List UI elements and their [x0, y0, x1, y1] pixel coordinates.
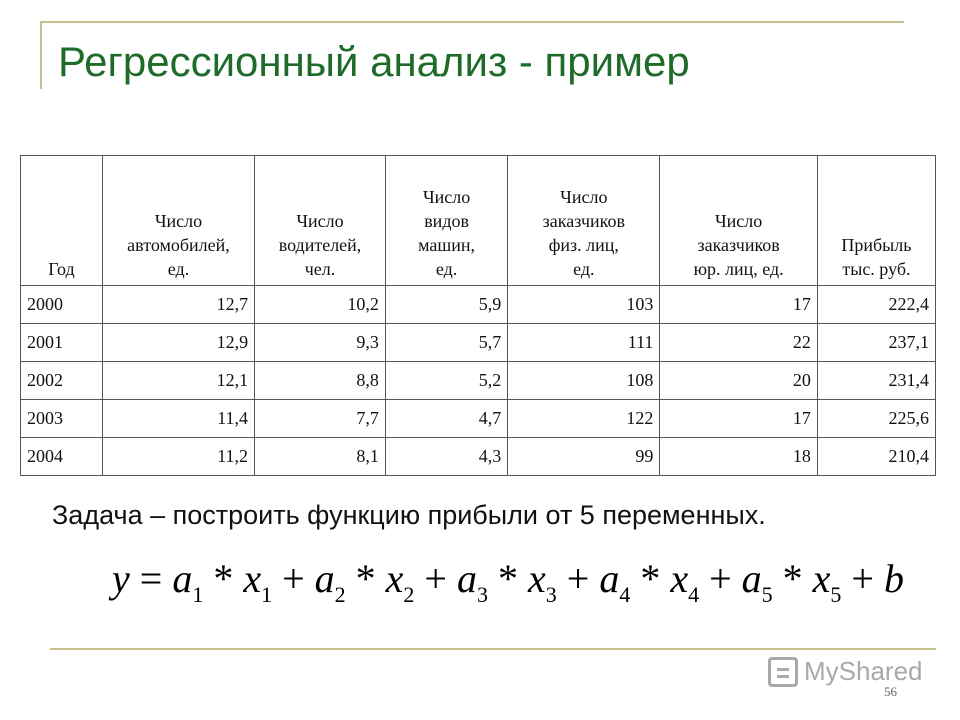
table-row — [21, 438, 936, 476]
cell-drivers: 9,3 — [255, 324, 386, 362]
cell-cars: 12,7 — [102, 286, 254, 324]
header-legal-customers: Число заказчиков юр. лиц, ед. — [660, 156, 817, 286]
formula-x: x — [670, 556, 689, 601]
header-profit: Прибыль тыс. руб. — [817, 156, 935, 286]
formula-equals: = — [139, 556, 163, 601]
cell-machine-types: 5,9 — [385, 286, 507, 324]
cell-machine-types: 5,2 — [385, 362, 507, 400]
formula-index: 5 — [830, 582, 842, 607]
formula-index: 2 — [403, 582, 415, 607]
formula-index: 1 — [192, 582, 204, 607]
table-row — [21, 400, 936, 438]
cell-year: 2003 — [21, 400, 103, 438]
watermark-text: MyShared — [804, 656, 923, 686]
cell-cars: 12,1 — [102, 362, 254, 400]
formula-index: 2 — [334, 582, 346, 607]
cell-individual-customers: 103 — [508, 286, 660, 324]
task-statement: Задача – построить функцию прибыли от 5 переменных. — [52, 500, 766, 530]
formula-a: a — [314, 556, 335, 601]
table-row — [21, 362, 936, 400]
formula-x: x — [812, 556, 831, 601]
header-drivers: Число водителей, чел. — [255, 156, 386, 286]
formula-a: a — [172, 556, 193, 601]
cell-profit: 225,6 — [817, 400, 935, 438]
formula-multiply: * — [640, 556, 661, 601]
cell-cars: 12,9 — [102, 324, 254, 362]
cell-year: 2000 — [21, 286, 103, 324]
page-number: 56 — [884, 684, 897, 699]
formula-a: a — [741, 556, 762, 601]
watermark-logo-icon — [768, 657, 798, 687]
formula-plus: + — [851, 556, 874, 601]
formula-plus: + — [709, 556, 732, 601]
cell-cars: 11,4 — [102, 400, 254, 438]
bottom-divider — [50, 648, 936, 650]
cell-individual-customers: 111 — [508, 324, 660, 362]
table-row — [21, 324, 936, 362]
watermark — [768, 656, 923, 687]
header-machine-types: Число видов машин, ед. — [385, 156, 507, 286]
formula-plus: + — [424, 556, 447, 601]
formula-a: a — [456, 556, 477, 601]
formula-multiply: * — [213, 556, 234, 601]
data-table — [20, 155, 936, 476]
cell-drivers: 10,2 — [255, 286, 386, 324]
cell-machine-types: 5,7 — [385, 324, 507, 362]
cell-legal-customers: 18 — [660, 438, 817, 476]
cell-machine-types: 4,7 — [385, 400, 507, 438]
formula-x: x — [527, 556, 546, 601]
formula-y: y — [112, 556, 130, 601]
slide-title: Регрессионный анализ - пример — [58, 38, 690, 85]
cell-drivers: 7,7 — [255, 400, 386, 438]
formula-index: 1 — [261, 582, 273, 607]
formula-x: x — [385, 556, 404, 601]
formula-plus: + — [282, 556, 305, 601]
formula-multiply: * — [782, 556, 803, 601]
cell-legal-customers: 20 — [660, 362, 817, 400]
table-row — [21, 286, 936, 324]
cell-year: 2004 — [21, 438, 103, 476]
cell-profit: 222,4 — [817, 286, 935, 324]
cell-year: 2001 — [21, 324, 103, 362]
cell-legal-customers: 17 — [660, 286, 817, 324]
formula-index: 4 — [619, 582, 631, 607]
cell-profit: 237,1 — [817, 324, 935, 362]
regression-formula — [112, 555, 904, 608]
formula-index: 3 — [545, 582, 557, 607]
frame-left-line — [40, 21, 42, 89]
cell-year: 2002 — [21, 362, 103, 400]
cell-cars: 11,2 — [102, 438, 254, 476]
cell-profit: 231,4 — [817, 362, 935, 400]
formula-a: a — [599, 556, 620, 601]
cell-legal-customers: 17 — [660, 400, 817, 438]
header-individual-customers: Число заказчиков физ. лиц, ед. — [508, 156, 660, 286]
cell-machine-types: 4,3 — [385, 438, 507, 476]
header-cars: Число автомобилей, ед. — [102, 156, 254, 286]
cell-legal-customers: 22 — [660, 324, 817, 362]
formula-multiply: * — [355, 556, 376, 601]
cell-individual-customers: 122 — [508, 400, 660, 438]
cell-drivers: 8,1 — [255, 438, 386, 476]
cell-individual-customers: 108 — [508, 362, 660, 400]
header-year: Год — [21, 156, 103, 286]
formula-index: 5 — [761, 582, 773, 607]
frame-top-line — [40, 21, 904, 23]
formula-plus: + — [566, 556, 590, 601]
formula-index: 3 — [476, 582, 488, 607]
formula-b: b — [883, 556, 904, 601]
formula-multiply: * — [497, 556, 518, 601]
cell-individual-customers: 99 — [508, 438, 660, 476]
formula-x: x — [243, 556, 262, 601]
formula-index: 4 — [688, 582, 700, 607]
cell-drivers: 8,8 — [255, 362, 386, 400]
cell-profit: 210,4 — [817, 438, 935, 476]
table-header-row — [21, 156, 936, 286]
